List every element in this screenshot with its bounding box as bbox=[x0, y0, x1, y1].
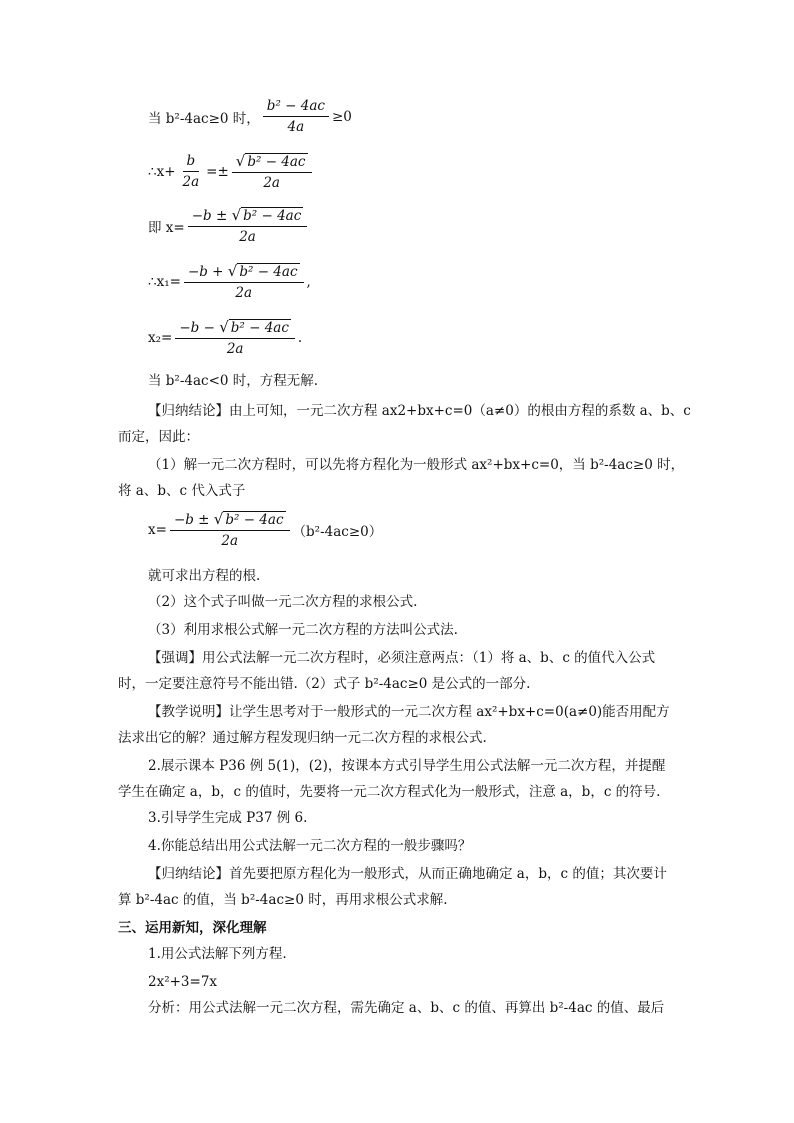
formula-text: x₂= bbox=[148, 329, 173, 346]
sqrt-icon: √ bbox=[231, 206, 242, 224]
fraction bbox=[184, 262, 304, 301]
radicand: b² − 4ac bbox=[230, 320, 289, 336]
paragraph: 【教学说明】让学生思考对于一般形式的一元二次方程 ax²+bx+c=0(a≠0)能否用配方 bbox=[148, 704, 670, 720]
sqrt-icon: √ bbox=[227, 262, 238, 280]
section-heading: 三、运用新知，深化理解 bbox=[118, 920, 267, 936]
paragraph: 当 b²-4ac<0 时，方程无解. bbox=[148, 373, 319, 389]
fraction bbox=[263, 98, 329, 135]
paragraph: 3.引导学生完成 P37 例 6. bbox=[148, 810, 308, 826]
radicand: b² − 4ac bbox=[247, 154, 306, 170]
paragraph: （1）解一元二次方程时，可以先将方程化为一般形式 ax²+bx+c=0，当 b²-4ac≥0 时， bbox=[148, 457, 685, 473]
denominator: 2a bbox=[221, 533, 239, 549]
formula-line-1 bbox=[148, 98, 352, 135]
formula-text: , bbox=[306, 273, 311, 290]
formula-line-4 bbox=[148, 262, 311, 301]
denominator: 2a bbox=[239, 229, 256, 245]
paragraph: 【归纳结论】首先要把原方程化为一般形式，从而正确地确定 a，b，c 的值；其次要计 bbox=[148, 866, 667, 882]
radicand: b² − 4ac bbox=[225, 512, 284, 528]
paragraph: 1.用公式法解下列方程. bbox=[148, 946, 287, 962]
numerator-text: −b + bbox=[187, 264, 224, 280]
fraction bbox=[188, 206, 308, 245]
numerator bbox=[170, 510, 290, 531]
numerator: b² − 4ac bbox=[263, 98, 329, 117]
radical bbox=[232, 206, 304, 224]
numerator-text: −b ± bbox=[191, 208, 228, 224]
formula-text: ≥0 bbox=[331, 108, 352, 125]
radicand: b² − 4ac bbox=[239, 264, 298, 280]
radical bbox=[228, 262, 300, 280]
paragraph: 分析：用公式法解一元二次方程，需先确定 a、b、c 的值、再算出 b²-4ac 的值、最后 bbox=[148, 1000, 665, 1016]
paragraph: 算 b²-4ac 的值，当 b²-4ac≥0 时，再用求根公式求解. bbox=[118, 892, 448, 908]
paragraph: 4.你能总结出用公式法解一元二次方程的一般步骤吗？ bbox=[148, 838, 472, 854]
denominator: 2a bbox=[182, 174, 200, 190]
paragraph: 将 a、b、c 代入式子 bbox=[118, 483, 246, 499]
fraction bbox=[170, 510, 290, 549]
paragraph: 时，一定要注意符号不能出错.（2）式子 b²-4ac≥0 是公式的一部分. bbox=[118, 676, 531, 692]
sqrt-icon: √ bbox=[235, 152, 246, 170]
formula-line-5 bbox=[148, 318, 302, 357]
denominator: 2a bbox=[226, 341, 244, 357]
formula-text: （b²-4ac≥0） bbox=[292, 523, 383, 540]
paragraph: 【强调】用公式法解一元二次方程时，必须注意两点：（1）将 a、b、c 的值代入公式 bbox=[148, 650, 656, 666]
formula-text: =± bbox=[206, 163, 229, 180]
numerator bbox=[175, 318, 295, 339]
numerator bbox=[232, 152, 312, 173]
paragraph: 法求出它的解？通过解方程发现归纳一元二次方程的求根公式. bbox=[118, 730, 487, 746]
fraction bbox=[179, 153, 204, 190]
denominator: 2a bbox=[235, 285, 253, 301]
formula-text: ∴x+ bbox=[148, 163, 176, 180]
denominator: 2a bbox=[263, 175, 280, 191]
numerator bbox=[188, 206, 308, 227]
formula-text: . bbox=[297, 329, 303, 346]
numerator: b bbox=[183, 153, 200, 172]
paragraph: （2）这个式子叫做一元二次方程的求根公式. bbox=[148, 594, 418, 610]
paragraph: 而定，因此： bbox=[118, 429, 199, 445]
radical bbox=[214, 510, 286, 528]
formula-line-6 bbox=[148, 510, 382, 549]
paragraph: 就可求出方程的根. bbox=[148, 568, 261, 584]
formula-line-3 bbox=[148, 206, 310, 245]
paragraph: 2.展示课本 P36 例 5(1)，(2)，按课本方式引导学生用公式法解一元二次方程，并提醒 bbox=[148, 758, 666, 774]
formula-text: 当 b²-4ac≥0 时， bbox=[148, 110, 260, 127]
formula-text: ∴x₁= bbox=[148, 273, 181, 290]
numerator bbox=[184, 262, 304, 283]
numerator-text: −b ± bbox=[173, 512, 210, 528]
paragraph: 【归纳结论】由上可知，一元二次方程 ax2+bx+c=0（a≠0）的根由方程的系数 a、b、c bbox=[148, 403, 691, 419]
formula-text: x= bbox=[148, 521, 167, 538]
radical bbox=[236, 152, 308, 170]
fraction bbox=[175, 318, 295, 357]
radical bbox=[219, 318, 291, 336]
paragraph: （3）利用求根公式解一元二次方程的方法叫公式法. bbox=[148, 622, 458, 638]
formula-text: 即 x= bbox=[148, 219, 185, 236]
fraction bbox=[232, 152, 312, 191]
paragraph: 学生在确定 a，b，c 的值时，先要将一元二次方程式化为一般形式，注意 a，b，c 的符号. bbox=[118, 784, 661, 800]
sqrt-icon: √ bbox=[219, 318, 229, 336]
sqrt-icon: √ bbox=[213, 510, 224, 528]
radicand: b² − 4ac bbox=[243, 208, 302, 224]
equation-text: 2x²+3=7x bbox=[148, 974, 218, 990]
formula-line-2 bbox=[148, 152, 315, 191]
denominator: 4a bbox=[287, 119, 305, 135]
numerator-text: −b − bbox=[179, 320, 215, 336]
